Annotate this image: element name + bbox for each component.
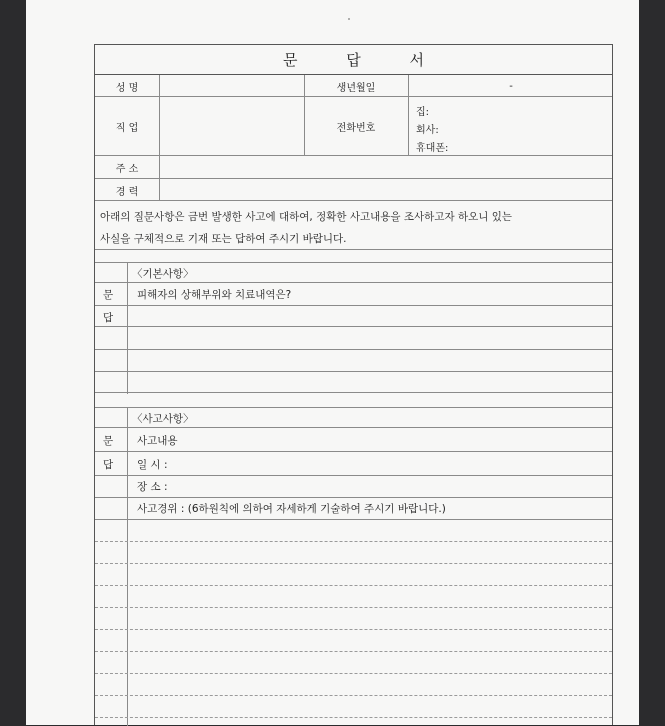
section2-question: 사고내용 [137,435,178,447]
section-accident [95,407,612,726]
birth-label: 생년월일 [336,82,376,94]
section2-process: 사고경위 : (6하원칙에 의하여 자세하게 기술하여 주시기 바랍니다.) [137,503,446,515]
question-mark-1: 문 [103,289,114,301]
page-dot [348,18,350,20]
phone-label: 전화번호 [336,123,376,134]
name-row [95,75,612,97]
phone-mobile: 휴대폰: [416,143,449,154]
career-row [95,179,612,201]
phone-office: 회사: [416,125,439,136]
birth-value: - [509,80,513,92]
career-label: 경 력 [115,186,139,198]
name-label: 성 명 [115,82,139,94]
job-row [95,97,612,156]
form-title: 문 답 서 [95,45,612,75]
section2-place: 장 소 : [137,481,168,493]
address-label: 주 소 [115,164,139,175]
answer-mark-2: 답 [103,459,114,471]
section1-question: 피해자의 상해부위와 치료내역은? [137,289,292,301]
phone-home: 집: [416,107,430,118]
address-row [95,156,612,179]
notice-line1: 아래의 질문사항은 금번 발생한 사고에 대하여, 정확한 사고내용을 조사하고자 하오니 있는 [100,211,513,223]
section2-title: 〈사고사항〉 [132,413,194,425]
question-mark-2: 문 [103,435,114,447]
document-page [26,0,639,725]
notice-line2: 사실을 구체적으로 기재 또는 답하여 주시기 바랍니다. [100,233,347,245]
section-basic [95,250,612,392]
inquiry-form [94,44,613,725]
answer-mark-1: 답 [103,312,114,324]
job-label: 직 업 [115,123,139,134]
notice-row [95,201,612,250]
section2-date: 일 시 : [137,459,168,471]
section1-title: 〈기본사항〉 [132,268,194,280]
